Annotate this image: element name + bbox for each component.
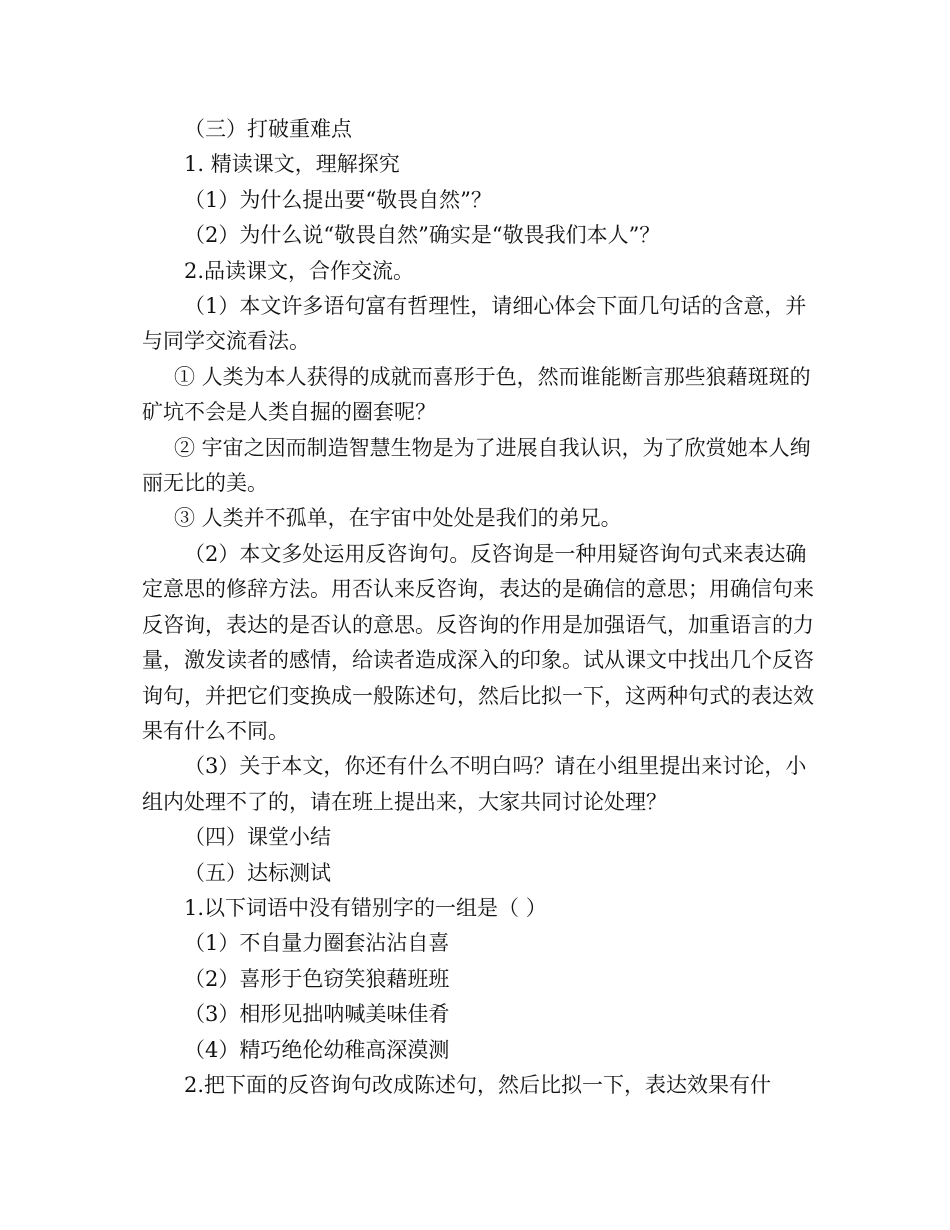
subsection-heading-2: 2.品读课文，合作交流。 bbox=[184, 258, 415, 283]
option-3: （3）相形见拙呐喊美味佳肴 bbox=[184, 1002, 450, 1027]
section-heading-4: （四）课堂小结 bbox=[184, 825, 331, 850]
section-heading-3: （三）打破重难点 bbox=[184, 117, 352, 141]
section-heading-5: （五）达标测试 bbox=[184, 860, 331, 885]
option-4: （4）精巧绝伦幼稚高深漠测 bbox=[184, 1037, 450, 1062]
test-question-1: 1.以下词语中没有错别字的一组是（ ） bbox=[184, 895, 547, 920]
sentence-2: ② 宇宙之因而制造智慧生物是为了进展自我认识，为了欣赏她本人绚丽无比的美。 bbox=[142, 435, 811, 496]
sentence-1: ① 人类为本人获得的成就而喜形于色，然而谁能断言那些狼藉斑斑的矿坑不会是人类自掘的圈套呢？ bbox=[142, 364, 811, 425]
task-3: （3）关于本文，你还有什么不明白吗？请在小组里提出来讨论，小组内处理不了的，请在班上提出来，大家共同讨论处理？ bbox=[142, 754, 807, 814]
test-question-2: 2.把下面的反咨询句改成陈述句，然后比拟一下，表达效果有什 bbox=[184, 1072, 772, 1097]
task-2: （2）本文多处运用反咨询句。反咨询是一种用疑咨询句式来表达确定意思的修辞方法。用否认来反咨询，表达的是确信的意思；用确信句来反咨询，表达的是否认的意思。反咨询的作用是加强语气，加重语言的力量，激发读者的感情，给读者造成深入的印象。试从课文中找出几个反咨询句，并把它们变换成一般陈述句，然后比拟一下，这两种句式的表达效果有什么不同。 bbox=[142, 541, 814, 743]
document-body bbox=[142, 112, 818, 1103]
sentence-3: ③ 人类并不孤单，在宇宙中处处是我们的弟兄。 bbox=[174, 506, 622, 531]
subsection-heading-1: 1. 精读课文，理解探究 bbox=[184, 152, 400, 177]
task-1: （1）本文许多语句富有哲理性，请细心体会下面几句话的含意，并与同学交流看法。 bbox=[142, 294, 807, 354]
question-1: （1）为什么提出要“敬畏自然”？ bbox=[184, 187, 492, 212]
option-1: （1）不自量力圈套沾沾自喜 bbox=[184, 931, 450, 956]
question-2: （2）为什么说“敬畏自然”确实是“敬畏我们本人”？ bbox=[184, 223, 661, 248]
option-2: （2）喜形于色窃笑狼藉班班 bbox=[184, 966, 450, 991]
